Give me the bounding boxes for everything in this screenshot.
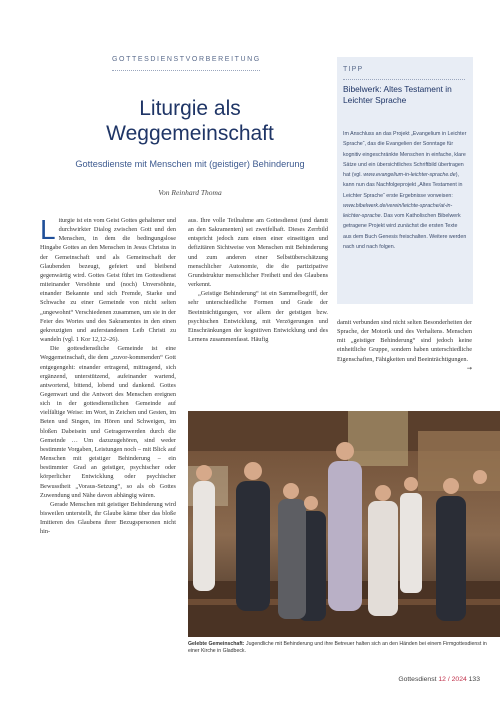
title-line-2: Weggemeinschaft <box>106 122 274 145</box>
page-number: 133 <box>468 676 480 683</box>
text-column-3 <box>337 318 472 373</box>
magazine-name: Gottesdienst <box>398 676 437 683</box>
photo-caption <box>188 641 494 655</box>
paragraph: damit verbunden sind nicht selten Besonderheiten der Sprache, der Motorik und des Verhaltens. Menschen mit „geistiger Behinderung“ sind jedoch keine einheitliche Gruppe, sondern haben unterschiedliche Eigenschaften, Fähigkeiten und Beeinträchtigungen. <box>337 319 472 363</box>
title-line-1: Liturgie als <box>139 97 241 120</box>
page-footer <box>360 676 480 683</box>
tip-title: Bibelwerk: Altes Testament in Leichter Sprache <box>343 84 452 105</box>
article-subtitle: Gottesdienste mit Menschen mit (geistiger) Behinderung <box>75 159 305 169</box>
paragraph: Gerade Menschen mit geistiger Behinderung wird bisweilen unterstellt, ihr Glaube käme über das bloße Imitieren des Glaubens ihrer Bezugspersonen nicht hin- <box>40 500 176 536</box>
text-column-1 <box>40 216 176 536</box>
tip-text: Im Anschluss an das Projekt „Evangelium in Leichter Sprache“, das die Evangelien der Sonntage für kognitiv eingeschränkte Menschen in einfache, klare Sätze und ein übersichtliches Schriftbild übertragen hat (vgl. <box>343 131 467 178</box>
tip-text: . Das vom Katholischen Bibelwerk getragene Projekt wird zunächst die ersten Texte aus dem Buch Genesis freischalten. Weitere werden nach und nach folgen. <box>343 213 467 250</box>
tip-link-evangelium[interactable]: www.evangelium-in-leichter-sprache.de <box>363 172 456 178</box>
caption-text: Jugendliche mit Behinderung und ihre Betreuer halten sich an den Händen bei einem Firmgottesdienst in einer Kirche in Gladbeck. <box>188 641 487 655</box>
issue-number: 12 / 2024 <box>438 676 467 683</box>
paragraph: iturgie ist ein vom Geist Gottes gehaltener und durchwirkter Dialog zwischen Gott und den Menschen, in dem die bedingungslose Hingabe Gottes an den Menschen in Jesus Christus in der Gemeinschaft und als Gemeinschaft der Glaubenden bezeugt, gefeiert und bleibend gegenwärtig wird. Gottes Geist führt im Gottesdienst miteinander Versöhnte und (noch) Unversöhnte, einander Bekannte und sich Fremde, Starke und Schwache zu einer Gemeinde von nicht selten „ungewohnt“ Verschiedenen zusammen, um sie in der Feier des Wortes und des Sakramentes in den einen gekreuzigten und auferstandenen Leib Christi zu wandeln (vgl. 1 Kor 12,12–26). <box>40 217 176 344</box>
tip-link-bibelwerk[interactable]: www.bibelwerk.de/verein/leichte-sprache/at-in-leichter-sprache <box>343 202 453 219</box>
paragraph: aus. Ihre volle Teilnahme am Gottesdienst (und damit an den Sakramenten) sei zweifelhaft. Dieses Zerrbild entspricht jedoch zum einen einer einseitigen und defizitären Sichtweise von Menschen mit Behinderung und zum anderen einer Selbstüberschätzung menschlicher Autonomie, die die partizipative Grundstruktur menschlicher Freiheit und des Glaubens verkennt. <box>188 217 328 289</box>
drop-cap: L <box>40 214 56 245</box>
caption-lead: Gelebte Gemeinschaft: <box>188 641 245 647</box>
church-photo <box>188 411 500 637</box>
article-title <box>40 96 340 146</box>
text-column-2 <box>188 216 328 344</box>
author-byline: Von Reinhard Thoma <box>158 188 222 197</box>
paragraph: „Geistige Behinderung“ ist ein Sammelbegriff, der sehr unterschiedliche Formen und Grade der Beeinträchtigungen, vor allem der geistigen bzw. psychischen Entwicklung, mit Verzögerungen und Einschränkungen der kognitiven Entwicklung und des Lernens zusammenfasst. Häufig <box>188 290 328 344</box>
continue-arrow-icon: → <box>466 364 472 372</box>
tip-text: ), kann nun das Nachfolgeprojekt „Altes Testament in Leichter Sprache“ erste Ergebnisse vorweisen: <box>343 172 463 199</box>
kicker-divider <box>112 70 260 71</box>
paragraph: Die gottesdienstliche Gemeinde ist eine Weggemeinschaft, die dem „zuvor-kommenden“ Gott entgegengeht: einander ertragend, mittragend, sich ergänzend, unterstützend, aufeinander wartend, antwortend, bittend, lobend und dankend. Gottes Gegenwart und die Antwort des Menschen ereignen sich in der gottesdienstlichen Gemeinde auf vielfältige Weise: im Wort, in Zeichen und Gesten, im Beten und Singen, im Hören und Schweigen, im bloßen Dabeisein und Getragenwerden durch die Gemeinde … Um dazuzugehören, sind weder bestimmte Vorgaben, Leistungen noch – mit Blick auf Menschen mit geistiger Behinderung – ein bestimmter Grad an geistiger, psychischer oder körperlicher Entwicklung oder psychischer Bewusstheit „Voraus-Setzung“, so als ob Gottes Zuwendung und Nähe davon abhängig wären. <box>40 345 176 499</box>
tip-body <box>343 129 467 252</box>
section-kicker: GOTTESDIENSTVORBEREITUNG <box>112 56 261 63</box>
tip-label: TIPP <box>343 66 364 73</box>
tip-divider <box>343 79 465 80</box>
